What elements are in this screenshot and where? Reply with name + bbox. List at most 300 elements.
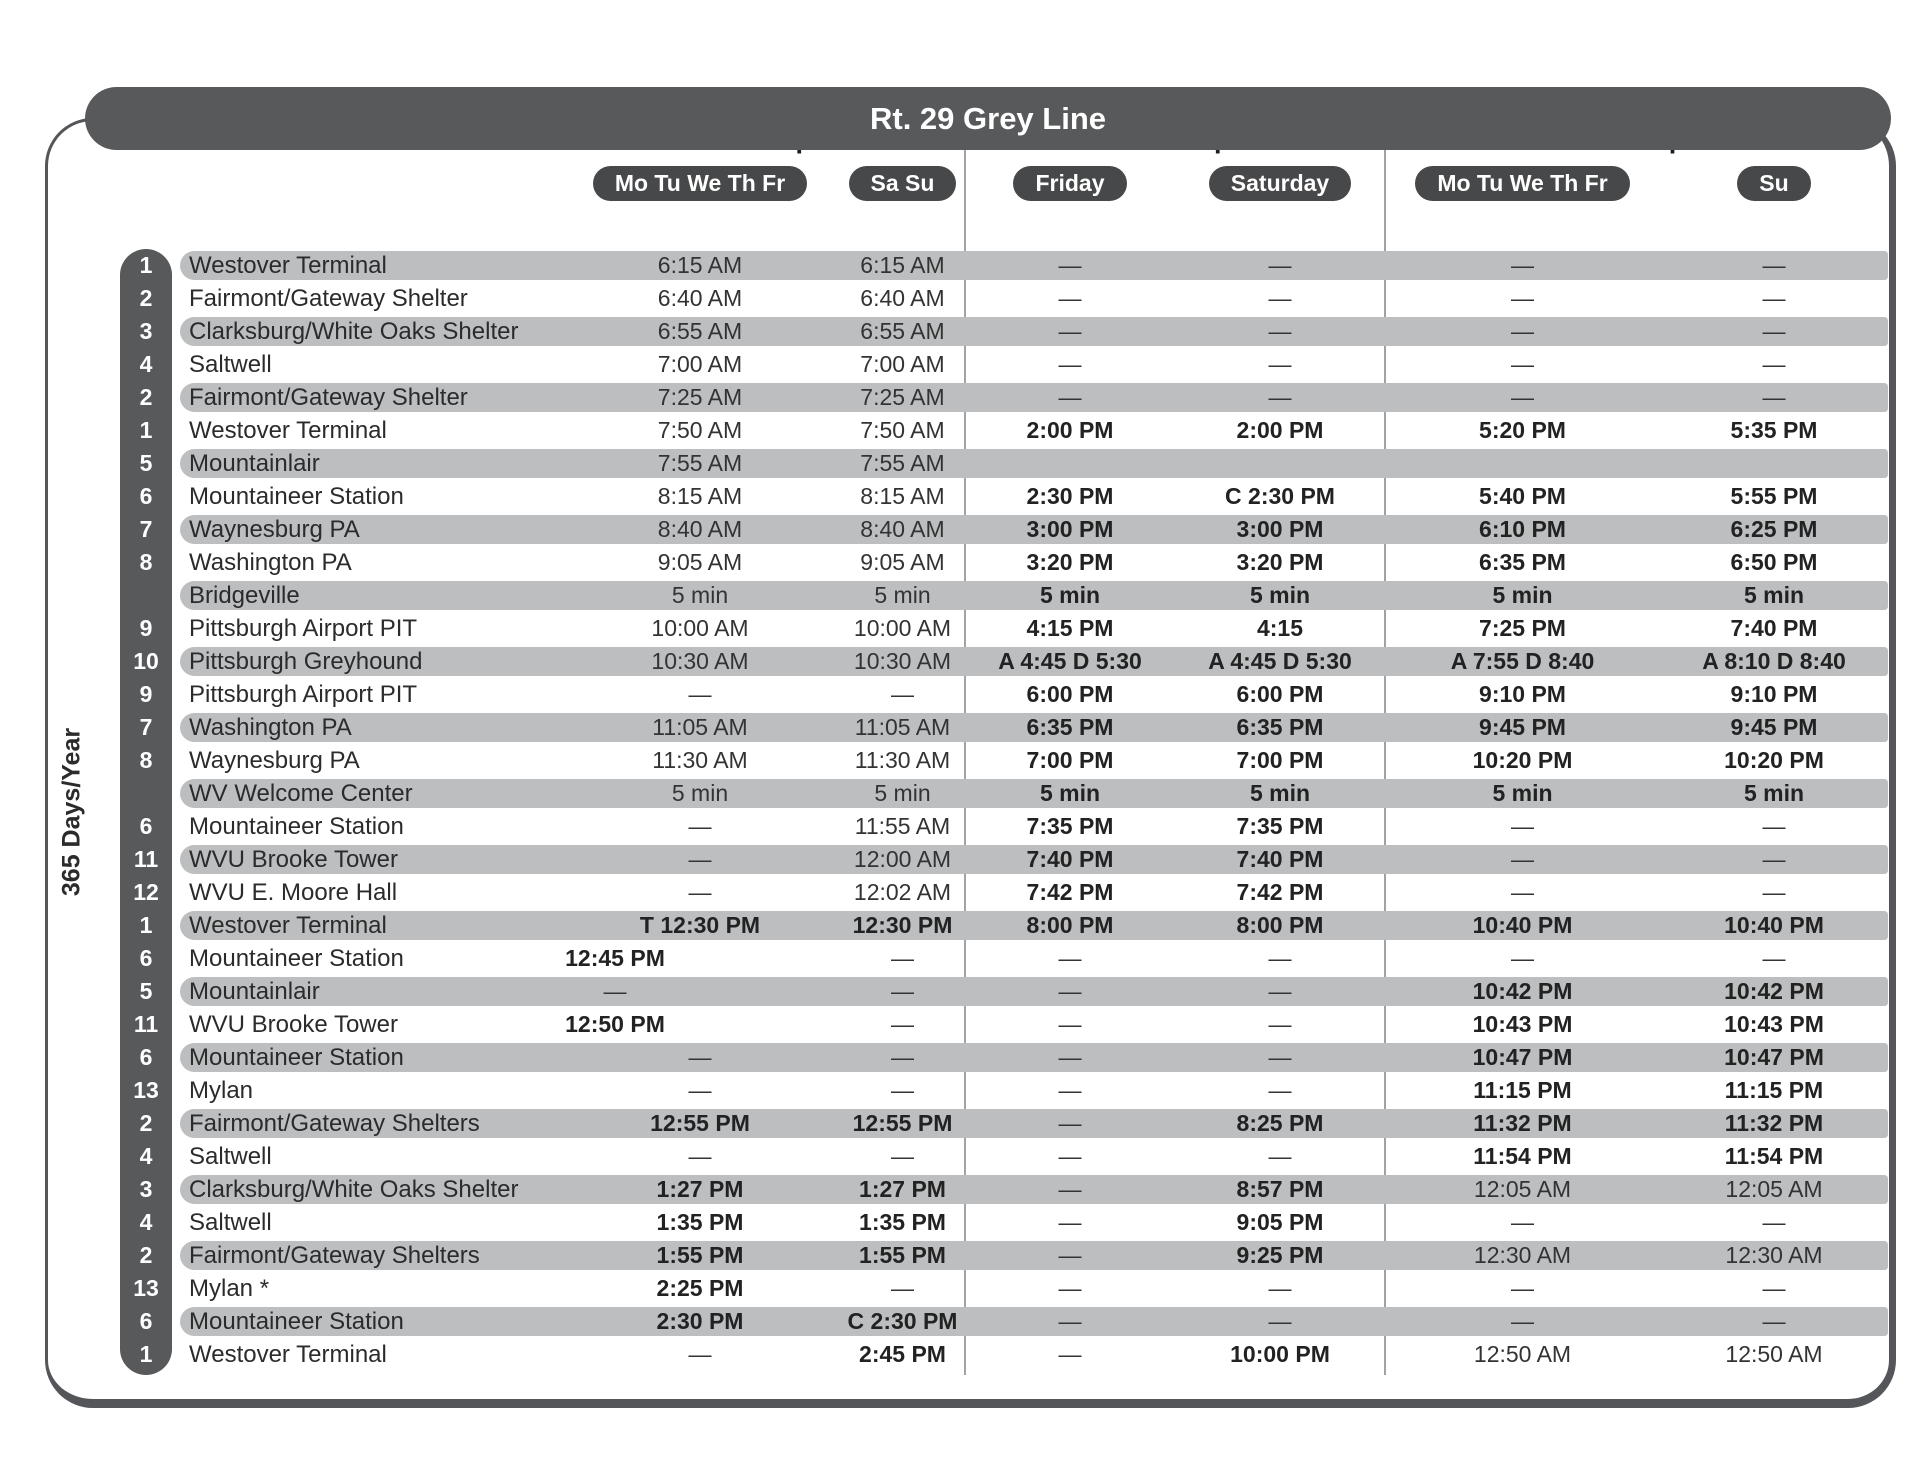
pillbox-pm-sunday	[1660, 163, 1888, 203]
time-cell: —	[1268, 384, 1292, 410]
time-cell: 11:30 AM	[854, 747, 951, 773]
time-cell: C 2:30 PM	[1225, 483, 1335, 509]
time-cell: 3:00 PM	[1236, 516, 1324, 542]
time-cell: 8:15 AM	[657, 483, 743, 509]
schedule-row	[100, 1074, 1888, 1107]
time-cell: —	[603, 978, 627, 1004]
pillbox-pm-weekday	[1385, 163, 1660, 203]
stop-number-badge: 1	[139, 912, 153, 938]
time-cell: 2:00 PM	[1026, 417, 1114, 443]
time-cell: —	[1511, 285, 1534, 311]
day-pill-friday: Friday	[1013, 166, 1126, 201]
schedule-rows	[100, 249, 1888, 1371]
time-cell: —	[1058, 1110, 1082, 1136]
pillbox-200-friday	[965, 163, 1175, 203]
time-cell: 9:05 PM	[1236, 1209, 1324, 1235]
time-cell: —	[1058, 318, 1082, 344]
time-cell: —	[1058, 1275, 1082, 1301]
time-cell: —	[891, 978, 914, 1004]
time-cell: 12:55 PM	[852, 1110, 953, 1136]
stop-number-badge: 12	[133, 879, 159, 905]
time-cell: —	[1058, 1044, 1082, 1070]
stop-name: Waynesburg PA	[189, 515, 360, 543]
stop-number-badge: 1	[139, 252, 153, 278]
time-cell: 8:00 PM	[1026, 912, 1114, 938]
time-cell: 7:35 PM	[1026, 813, 1114, 839]
time-cell: A 8:10 D 8:40	[1702, 648, 1846, 674]
schedule-row	[100, 381, 1888, 414]
stop-number-badge: 1	[139, 1341, 153, 1367]
schedule-row	[100, 579, 1888, 612]
time-cell: —	[891, 1044, 914, 1070]
time-cell: 7:25 AM	[860, 384, 945, 410]
time-cell: 11:15 PM	[1724, 1077, 1824, 1103]
stop-name: Saltwell	[189, 1142, 272, 1170]
schedule-row	[100, 645, 1888, 678]
schedule-row	[100, 546, 1888, 579]
stop-number-badge: 11	[133, 846, 159, 872]
time-cell: 3:00 PM	[1026, 516, 1114, 542]
stop-number-badge: 9	[139, 615, 153, 641]
stop-name: Waynesburg PA	[189, 746, 360, 774]
time-cell: 9:45 PM	[1479, 714, 1566, 740]
time-cell: 5:40 PM	[1479, 483, 1566, 509]
stop-number-badge: 10	[133, 648, 159, 674]
schedule-row	[100, 810, 1888, 843]
time-cell: 7:40 PM	[1236, 846, 1324, 872]
stop-number-badge: 7	[139, 516, 153, 542]
stop-number-badge: 6	[139, 945, 153, 971]
stop-name: Mountainlair	[189, 977, 320, 1005]
stop-number-badge: 8	[139, 549, 153, 575]
stop-name: Clarksburg/White Oaks Shelter	[189, 317, 519, 345]
time-cell: —	[1058, 252, 1082, 278]
time-cell: 6:15 AM	[860, 252, 945, 278]
stop-number-badge: 6	[139, 483, 153, 509]
stop-name: Westover Terminal	[189, 251, 387, 279]
time-cell: 6:00 PM	[1026, 681, 1114, 707]
time-cell: —	[891, 945, 914, 971]
time-cell: 12:05 AM	[1725, 1176, 1823, 1202]
stop-name: Saltwell	[189, 350, 272, 378]
pillbox-200-saturday	[1175, 163, 1385, 203]
time-cell: 9:10 PM	[1730, 681, 1818, 707]
time-cell: 5:55 PM	[1730, 483, 1818, 509]
schedule-row	[100, 876, 1888, 909]
stop-name: Pittsburgh Airport PIT	[189, 680, 418, 708]
time-cell: —	[1511, 252, 1534, 278]
time-cell: 5 min	[1743, 780, 1805, 806]
time-cell: —	[1058, 285, 1082, 311]
time-cell: 7:50 AM	[860, 417, 945, 443]
time-cell: 8:57 PM	[1236, 1176, 1324, 1202]
time-cell: 5 min	[671, 780, 729, 806]
stop-name: Fairmont/Gateway Shelter	[189, 383, 468, 411]
time-cell: 6:35 PM	[1026, 714, 1114, 740]
schedule-row	[100, 612, 1888, 645]
day-pill-pm-weekday: Mo Tu We Th Fr	[1415, 166, 1629, 201]
time-cell: A 4:45 D 5:30	[998, 648, 1142, 674]
time-cell: —	[1762, 384, 1786, 410]
time-cell: 7:55 AM	[657, 450, 743, 476]
time-cell: 7:42 PM	[1236, 879, 1324, 905]
time-cell: 5 min	[1743, 582, 1805, 608]
time-cell: —	[1058, 1176, 1082, 1202]
schedule-row	[100, 744, 1888, 777]
time-cell: 11:30 AM	[652, 747, 748, 773]
time-cell: —	[1268, 351, 1292, 377]
schedule-row	[100, 348, 1888, 381]
time-cell: 5 min	[1492, 780, 1553, 806]
time-cell: 5 min	[671, 582, 729, 608]
time-cell: 8:25 PM	[1236, 1110, 1324, 1136]
time-cell: 10:47 PM	[1724, 1044, 1824, 1070]
time-cell: 9:10 PM	[1479, 681, 1566, 707]
time-cell: —	[1058, 978, 1082, 1004]
stop-number-badge: 4	[139, 351, 153, 377]
time-cell: —	[1058, 384, 1082, 410]
time-cell: 12:30 AM	[1725, 1242, 1823, 1268]
time-cell: —	[1268, 945, 1292, 971]
stop-number-badge: 4	[139, 1209, 153, 1235]
time-cell: —	[1268, 318, 1292, 344]
time-cell: 9:45 PM	[1730, 714, 1818, 740]
time-cell: —	[1058, 1011, 1082, 1037]
time-cell: 5 min	[1039, 582, 1101, 608]
time-cell: 9:05 AM	[860, 549, 945, 575]
time-cell: 12:05 AM	[1473, 1176, 1572, 1202]
stop-number-badge: 3	[139, 1176, 153, 1202]
day-pill-am-weekend: Sa Su	[849, 166, 957, 201]
time-cell: 5 min	[1039, 780, 1101, 806]
schedule-row	[100, 315, 1888, 348]
time-cell: 7:00 AM	[657, 351, 743, 377]
stop-name: WVU E. Moore Hall	[189, 878, 398, 906]
time-cell: 10:47 PM	[1472, 1044, 1573, 1070]
time-cell: —	[1511, 351, 1534, 377]
schedule-row	[100, 942, 1888, 975]
time-cell: 2:00 PM	[1236, 417, 1324, 443]
time-cell: —	[1268, 1308, 1292, 1334]
time-cell: 2:25 PM	[656, 1275, 744, 1301]
time-cell: —	[1268, 285, 1292, 311]
stop-name: Mountaineer Station	[189, 944, 404, 972]
time-cell: 11:32 PM	[1473, 1110, 1572, 1136]
time-cell: —	[1762, 945, 1786, 971]
time-cell: —	[688, 813, 712, 839]
time-cell: 12:30 AM	[1473, 1242, 1572, 1268]
time-cell: 5 min	[1492, 582, 1553, 608]
stop-name: Mylan *	[189, 1274, 270, 1302]
time-cell: —	[1762, 1308, 1786, 1334]
stop-name: Westover Terminal	[189, 911, 387, 939]
schedule-row	[100, 711, 1888, 744]
time-cell: 6:35 PM	[1236, 714, 1324, 740]
time-cell: —	[1058, 1077, 1082, 1103]
time-cell: —	[688, 1044, 712, 1070]
stop-name: Fairmont/Gateway Shelters	[189, 1241, 480, 1269]
days-per-year-label: 365 Days/Year	[57, 727, 86, 897]
time-cell: 12:55 PM	[650, 1110, 750, 1136]
time-cell: —	[891, 1011, 914, 1037]
time-cell: —	[688, 1341, 712, 1367]
time-cell: 10:43 PM	[1472, 1011, 1573, 1037]
stop-number-badge: 2	[139, 285, 153, 311]
stop-name: Washington PA	[189, 548, 352, 576]
time-cell: 6:35 PM	[1479, 549, 1566, 575]
time-cell: 6:50 PM	[1730, 549, 1818, 575]
day-pill-saturday: Saturday	[1209, 166, 1351, 201]
schedule-row	[100, 843, 1888, 876]
time-cell: 5:20 PM	[1479, 417, 1566, 443]
time-cell: —	[1058, 1308, 1082, 1334]
time-cell: 1:35 PM	[656, 1209, 744, 1235]
stop-name: WVU Brooke Tower	[189, 1010, 398, 1038]
time-cell: 12:02 AM	[853, 879, 952, 905]
time-cell: 7:00 AM	[860, 351, 945, 377]
stop-number-badge: 7	[139, 714, 153, 740]
time-cell: —	[1268, 1275, 1292, 1301]
stop-number-badge: 4	[139, 1143, 153, 1169]
schedule-row	[100, 249, 1888, 282]
schedule-row	[100, 1173, 1888, 1206]
time-cell: —	[1511, 1275, 1534, 1301]
time-cell: —	[688, 681, 712, 707]
stop-name: Westover Terminal	[189, 1340, 387, 1368]
time-cell: 10:40 PM	[1724, 912, 1824, 938]
stop-number-badge: 6	[139, 1308, 153, 1334]
time-cell: 10:40 PM	[1472, 912, 1573, 938]
time-cell: —	[1511, 1308, 1534, 1334]
stop-name: WV Welcome Center	[189, 779, 413, 807]
time-cell: —	[891, 1143, 914, 1169]
time-cell: 7:35 PM	[1236, 813, 1324, 839]
time-cell: 7:50 AM	[657, 417, 743, 443]
day-pill-am-weekday: Mo Tu We Th Fr	[593, 166, 807, 201]
time-cell: 12:50 PM	[565, 1011, 665, 1037]
schedule-row	[100, 414, 1888, 447]
stop-name: Fairmont/Gateway Shelter	[189, 284, 468, 312]
time-cell: 11:32 PM	[1724, 1110, 1824, 1136]
stop-name: Washington PA	[189, 713, 352, 741]
time-cell: 9:25 PM	[1236, 1242, 1324, 1268]
time-cell: —	[891, 1077, 914, 1103]
time-cell: —	[1762, 846, 1786, 872]
time-cell: —	[1511, 1209, 1534, 1235]
stop-name: Mountaineer Station	[189, 482, 404, 510]
time-cell: 12:00 AM	[853, 846, 952, 872]
stop-name: Westover Terminal	[189, 416, 387, 444]
time-cell: 6:25 PM	[1730, 516, 1818, 542]
time-cell: 10:00 AM	[651, 615, 749, 641]
stop-name: Pittsburgh Greyhound	[189, 647, 423, 675]
time-cell: 12:30 PM	[852, 912, 953, 938]
stop-number-badge: 13	[133, 1275, 159, 1301]
schedule-row	[100, 1272, 1888, 1305]
schedule-row	[100, 282, 1888, 315]
time-cell: —	[1762, 252, 1786, 278]
stop-number-badge: 6	[139, 813, 153, 839]
time-cell: 7:00 PM	[1236, 747, 1324, 773]
schedule-row	[100, 1008, 1888, 1041]
time-cell: —	[1268, 252, 1292, 278]
time-cell: 10:42 PM	[1724, 978, 1824, 1004]
stop-name: Fairmont/Gateway Shelters	[189, 1109, 480, 1137]
time-cell: —	[688, 1143, 712, 1169]
schedule-row	[100, 513, 1888, 546]
time-cell: —	[1058, 1341, 1082, 1367]
time-cell: 5 min	[1249, 780, 1311, 806]
time-cell: —	[1511, 945, 1534, 971]
schedule-row	[100, 975, 1888, 1008]
time-cell: —	[1762, 813, 1786, 839]
time-cell: 11:05 AM	[854, 714, 951, 740]
time-cell: 4:15 PM	[1026, 615, 1114, 641]
time-cell: —	[688, 846, 712, 872]
time-cell: 8:15 AM	[860, 483, 945, 509]
time-cell: 11:54 PM	[1724, 1143, 1824, 1169]
time-cell: 10:30 AM	[853, 648, 952, 674]
stop-number-badge: 2	[139, 1110, 153, 1136]
stop-number-badge: 3	[139, 318, 153, 344]
time-cell: 3:20 PM	[1026, 549, 1114, 575]
time-cell: 11:55 AM	[854, 813, 951, 839]
time-cell: 6:15 AM	[657, 252, 743, 278]
schedule-row	[100, 1239, 1888, 1272]
time-cell: A 7:55 D 8:40	[1450, 648, 1595, 674]
time-cell: —	[1058, 1143, 1082, 1169]
time-cell: 11:05 AM	[652, 714, 748, 740]
time-cell: —	[1268, 1044, 1292, 1070]
time-cell: —	[1058, 1209, 1082, 1235]
stop-name: Mountaineer Station	[189, 1307, 404, 1335]
time-cell: —	[1511, 384, 1534, 410]
schedule-row	[100, 1107, 1888, 1140]
time-cell: 7:00 PM	[1026, 747, 1114, 773]
time-cell: 7:40 PM	[1026, 846, 1114, 872]
time-cell: 2:30 PM	[656, 1308, 744, 1334]
stop-name: Clarksburg/White Oaks Shelter	[189, 1175, 519, 1203]
time-cell: 1:55 PM	[859, 1242, 946, 1268]
stop-name: Mylan	[189, 1076, 254, 1104]
time-cell: —	[1268, 1077, 1292, 1103]
time-cell: —	[1762, 879, 1786, 905]
time-cell: —	[1058, 1242, 1082, 1268]
time-cell: 1:35 PM	[859, 1209, 946, 1235]
time-cell: 6:40 AM	[860, 285, 945, 311]
time-cell: 3:20 PM	[1236, 549, 1324, 575]
time-cell: 11:54 PM	[1473, 1143, 1572, 1169]
time-cell: 8:40 AM	[860, 516, 945, 542]
time-cell: 10:00 PM	[1230, 1341, 1330, 1367]
time-cell: C 2:30 PM	[847, 1308, 958, 1334]
time-cell: —	[1511, 813, 1534, 839]
time-cell: 12:50 AM	[1473, 1341, 1572, 1367]
time-cell: 7:25 AM	[657, 384, 743, 410]
time-cell: T 12:30 PM	[639, 912, 761, 938]
schedule-row	[100, 1338, 1888, 1371]
time-cell: 1:27 PM	[656, 1176, 744, 1202]
time-cell: 6:55 AM	[860, 318, 945, 344]
time-cell: A 4:45 D 5:30	[1208, 648, 1352, 674]
stop-name: Pittsburgh Airport PIT	[189, 614, 418, 642]
time-cell: —	[1511, 846, 1534, 872]
time-cell: 6:40 AM	[657, 285, 743, 311]
schedule-row	[100, 1041, 1888, 1074]
time-cell: 4:15	[1256, 615, 1304, 641]
day-pill-pm-sunday: Su	[1737, 166, 1810, 201]
time-cell: 12:50 AM	[1725, 1341, 1823, 1367]
time-cell: —	[1058, 351, 1082, 377]
time-cell: —	[1511, 879, 1534, 905]
time-cell: —	[1762, 318, 1786, 344]
time-cell: 10:20 PM	[1472, 747, 1573, 773]
time-cell: —	[1762, 1209, 1786, 1235]
time-cell: —	[1511, 318, 1534, 344]
time-cell: —	[1762, 285, 1786, 311]
time-cell: —	[891, 681, 914, 707]
time-cell: 5:35 PM	[1730, 417, 1818, 443]
stop-number-badge: 9	[139, 681, 153, 707]
time-cell: 10:00 AM	[853, 615, 952, 641]
time-cell: —	[891, 1275, 914, 1301]
time-cell: —	[1762, 1275, 1786, 1301]
time-cell: 8:40 AM	[657, 516, 743, 542]
stop-number-badge: 13	[133, 1077, 159, 1103]
time-cell: 2:45 PM	[859, 1341, 946, 1367]
time-cell: 5 min	[1249, 582, 1311, 608]
stop-name: Mountaineer Station	[189, 812, 404, 840]
pillbox-am-weekend	[840, 163, 965, 203]
time-cell: 7:55 AM	[860, 450, 945, 476]
schedule-row	[100, 447, 1888, 480]
time-cell: 10:30 AM	[651, 648, 749, 674]
time-cell: 10:42 PM	[1472, 978, 1573, 1004]
time-cell: 9:05 AM	[657, 549, 743, 575]
route-title: Rt. 29 Grey Line	[85, 87, 1891, 150]
stop-number-badge: 2	[139, 384, 153, 410]
time-cell: —	[1268, 978, 1292, 1004]
schedule-row	[100, 480, 1888, 513]
stop-number-badge: 5	[139, 978, 153, 1004]
schedule-row	[100, 1140, 1888, 1173]
time-cell: —	[1058, 945, 1082, 971]
stop-number-badge: 2	[139, 1242, 153, 1268]
stop-name: Saltwell	[189, 1208, 272, 1236]
time-cell: 5 min	[874, 780, 931, 806]
time-cell: 2:30 PM	[1026, 483, 1114, 509]
stop-number-badge: 5	[139, 450, 153, 476]
time-cell: 7:42 PM	[1026, 879, 1114, 905]
time-cell: —	[1268, 1143, 1292, 1169]
stop-name: WVU Brooke Tower	[189, 845, 398, 873]
stop-number-badge: 11	[133, 1011, 159, 1037]
time-cell: 7:25 PM	[1479, 615, 1566, 641]
schedule-row	[100, 777, 1888, 810]
time-cell: —	[1268, 1011, 1292, 1037]
time-cell: 5 min	[874, 582, 931, 608]
time-cell: —	[688, 1077, 712, 1103]
schedule-row	[100, 1305, 1888, 1338]
schedule-row	[100, 1206, 1888, 1239]
time-cell: 6:10 PM	[1479, 516, 1566, 542]
time-cell: 6:55 AM	[657, 318, 743, 344]
time-cell: 7:40 PM	[1730, 615, 1818, 641]
stop-number-badge: 6	[139, 1044, 153, 1070]
time-cell: 11:15 PM	[1473, 1077, 1572, 1103]
time-cell: 1:55 PM	[656, 1242, 744, 1268]
schedule-row	[100, 909, 1888, 942]
